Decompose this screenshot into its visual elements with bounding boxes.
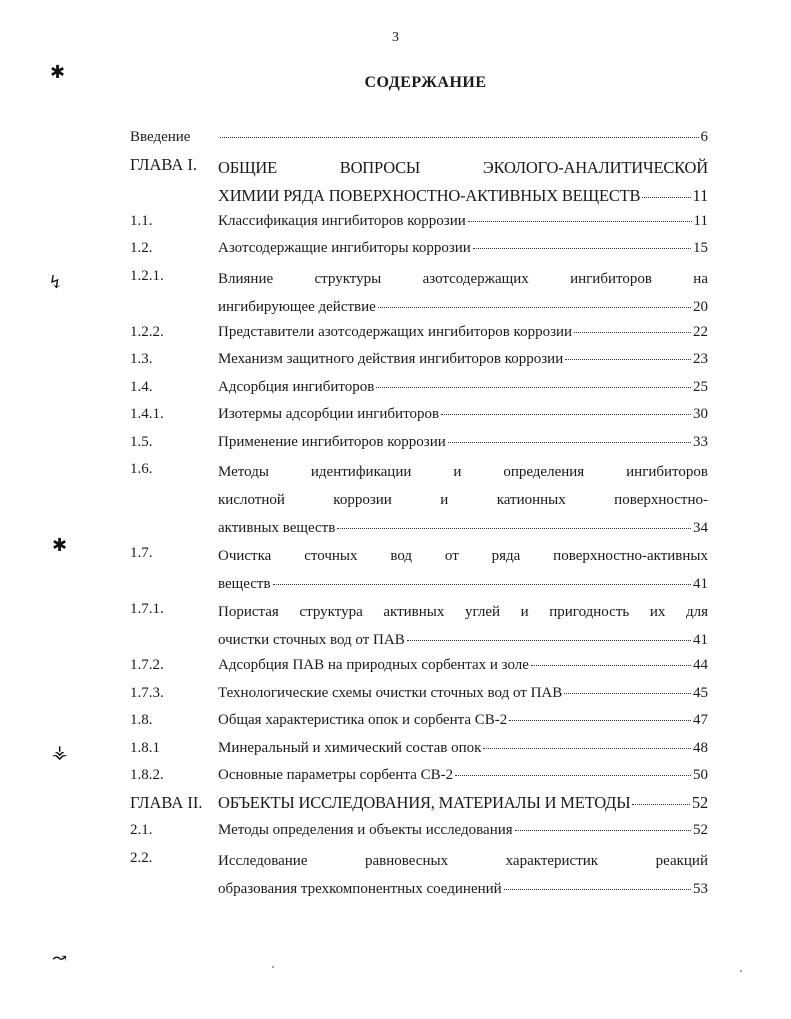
dot-leader [531, 664, 691, 666]
dot-leader [483, 747, 691, 749]
toc-entry-text [218, 458, 708, 542]
toc-entry-leader-line [218, 431, 708, 453]
toc-entry-title: Адсорбция ПАВ на природных сорбентах и золе [218, 657, 529, 673]
dot-leader [574, 331, 691, 333]
toc-entry-title: веществ [218, 576, 271, 592]
dot-leader [448, 441, 691, 443]
toc-entry-leader-line [218, 348, 708, 370]
toc-entry-text [218, 682, 708, 704]
toc-entry-page: 52 [693, 822, 708, 838]
scan-speck [272, 966, 274, 968]
toc-entry-title: Классификация ингибиторов коррозии [218, 212, 466, 229]
toc-entry-title: Технологические схемы очистки сточных вод от ПАВ [218, 684, 563, 701]
toc-entry-page: 20 [693, 298, 708, 315]
toc-entry-leader-line [218, 737, 708, 759]
dot-leader [565, 358, 691, 360]
toc-entry-number: 1.2. [130, 240, 153, 256]
page-number: 3 [392, 30, 399, 45]
toc-entry [130, 348, 708, 370]
toc-entry-page: 41 [693, 632, 708, 648]
toc-entry [130, 458, 708, 542]
toc-entry-leader-line [218, 626, 708, 654]
toc-entry-leader-line [218, 682, 708, 704]
dot-leader [378, 306, 691, 308]
toc-entry-page: 15 [693, 240, 708, 256]
toc-entry [130, 654, 708, 676]
toc-entry [130, 154, 708, 210]
toc-entry-number: 1.7.2. [130, 657, 164, 673]
toc-entry-line: Очистка сточных вод от ряда поверхностно-активных [218, 548, 708, 564]
toc-entry-leader-line [218, 764, 708, 786]
toc-entry [130, 847, 708, 903]
toc-entry-page: 30 [693, 406, 708, 422]
toc-entry-number: Введение [130, 129, 191, 145]
toc-entry [130, 376, 708, 398]
toc-entry-number: 1.7.1. [130, 601, 164, 617]
scan-mark-icon: ↯ [48, 272, 64, 292]
dot-leader [642, 196, 690, 198]
toc-entry-text [218, 847, 708, 903]
toc-entry-number: 1.8. [130, 712, 153, 728]
toc-entry-text [218, 792, 708, 814]
dot-leader [515, 829, 691, 831]
scan-mark-icon: ✱ [50, 62, 66, 82]
toc-entry-text [218, 542, 708, 598]
toc-entry-title: Азотсодержащие ингибиторы коррозии [218, 240, 471, 256]
toc-entry-page: 41 [693, 576, 708, 592]
toc-entry [130, 792, 708, 814]
dot-leader [455, 774, 691, 776]
toc-entry-text [218, 376, 708, 398]
toc-entry [130, 598, 708, 654]
toc-entry [130, 819, 708, 841]
toc-entry-title: Представители азотсодержащих ингибиторов коррозии [218, 323, 573, 340]
toc-entry-text [218, 126, 708, 148]
toc-entry-leader-line [218, 570, 708, 598]
toc-entry-title: Применение ингибиторов коррозии [218, 433, 446, 450]
toc-entry-leader-line [218, 321, 708, 343]
dot-leader [632, 803, 689, 805]
toc-entry [130, 709, 708, 731]
dot-leader [468, 220, 692, 222]
toc-entry-number: 1.5. [130, 433, 153, 450]
scan-mark-icon: ✱ [52, 535, 68, 555]
dot-leader [273, 583, 691, 585]
toc-entry-page: 23 [693, 351, 708, 367]
toc-entry-page: 34 [693, 520, 708, 536]
dot-leader [564, 692, 691, 694]
toc-entry-page: 6 [700, 129, 708, 145]
toc-entry-number: 1.7. [130, 545, 153, 561]
toc-entry-text [218, 321, 708, 343]
toc-entry-title: очистки сточных вод от ПАВ [218, 632, 405, 648]
toc-entry-number: ГЛАВА I. [130, 154, 198, 174]
toc-entry-leader-line [218, 237, 708, 259]
toc-entry-text [218, 210, 708, 232]
toc-entry-line: Методы идентификации и определения ингибиторов [218, 464, 708, 480]
toc-entry-page: 50 [693, 767, 708, 783]
toc-entry-page: 44 [693, 657, 708, 673]
toc-entry-number: ГЛАВА II. [130, 792, 203, 812]
toc-entry-leader-line [218, 293, 708, 321]
toc-entry-line: кислотной коррозии и катионных поверхностно- [218, 492, 708, 508]
toc-entry-page: 11 [693, 212, 708, 229]
dot-leader [376, 386, 691, 388]
toc-entry [130, 265, 708, 321]
scan-mark-icon: ⚶ [52, 742, 68, 762]
toc-entry-title: Изотермы адсорбции ингибиторов [218, 406, 440, 422]
toc-entry-text [218, 237, 708, 259]
toc-entry [130, 431, 708, 453]
scan-mark-icon: ↝ [52, 948, 68, 968]
toc-entry-line: ОБЩИЕ ВОПРОСЫ ЭКОЛОГО-АНАЛИТИЧЕСКОЙ [218, 157, 708, 177]
dot-leader [337, 527, 691, 529]
toc-entry [130, 764, 708, 786]
toc-entry-leader-line [218, 210, 708, 232]
toc-entry [130, 737, 708, 759]
toc-entry-leader-line [218, 403, 708, 425]
toc-entry-number: 1.8.2. [130, 767, 164, 783]
toc-entry-text [218, 154, 708, 210]
toc-entry-title: ОБЪЕКТЫ ИССЛЕДОВАНИЯ, МАТЕРИАЛЫ И МЕТОДЫ [218, 792, 631, 812]
toc-entry-number: 1.2.1. [130, 267, 164, 284]
toc-entry-leader-line [218, 514, 708, 542]
toc-entry-number: 1.3. [130, 351, 153, 367]
toc-entry-number: 2.2. [130, 849, 153, 866]
toc-entry-title: Методы определения и объекты исследования [218, 822, 513, 838]
toc-entry [130, 126, 708, 148]
toc-entry-text [218, 431, 708, 453]
dot-leader [407, 639, 691, 641]
toc-entry-title: Общая характеристика опок и сорбента СВ-2 [218, 712, 508, 728]
toc-entry-text [218, 764, 708, 786]
dot-leader [473, 247, 691, 249]
dot-leader [504, 888, 691, 890]
toc-entry-page: 52 [691, 792, 708, 812]
toc-entry-leader-line [218, 376, 708, 398]
dot-leader [509, 719, 691, 721]
toc-entry-title: активных веществ [218, 520, 336, 536]
dot-leader [220, 136, 699, 138]
toc-entry-leader-line [218, 792, 708, 814]
toc-entry [130, 210, 708, 232]
toc-entry-title: Основные параметры сорбента СВ-2 [218, 767, 454, 783]
toc-entry-number: 1.1. [130, 212, 153, 229]
toc-entry-page: 47 [693, 712, 708, 728]
toc-entry-leader-line [218, 819, 708, 841]
toc-entry-text [218, 737, 708, 759]
toc-entry-number: 1.6. [130, 461, 153, 477]
toc-entry-line: Исследование равновесных характеристик реакций [218, 852, 708, 869]
scan-speck [740, 970, 742, 972]
toc-entry-page: 45 [693, 684, 708, 701]
toc-entry-number: 1.2.2. [130, 323, 164, 340]
toc-entry-leader-line [218, 654, 708, 676]
toc-entry-text [218, 265, 708, 321]
toc-entry-title: ХИМИИ РЯДА ПОВЕРХНОСТНО-АКТИВНЫХ ВЕЩЕСТВ [218, 185, 641, 205]
toc-entry-title: Минеральный и химический состав опок [218, 739, 482, 756]
toc-entry-page: 53 [693, 880, 708, 897]
toc-entry-leader-line [218, 875, 708, 903]
toc-entry-page: 33 [693, 433, 708, 450]
toc-entry-page: 48 [693, 739, 708, 756]
toc-entry-text [218, 709, 708, 731]
toc-entry-leader-line [218, 126, 708, 148]
toc-entry-page: 11 [692, 185, 708, 205]
toc-entry-line: Пористая структура активных углей и пригодность их для [218, 604, 708, 620]
toc-entry [130, 542, 708, 598]
toc-entry-leader-line [218, 182, 708, 210]
toc-entry-number: 1.4.1. [130, 406, 164, 422]
toc-entry [130, 321, 708, 343]
toc-entry-title: образования трехкомпонентных соединений [218, 880, 502, 897]
toc-entry-title: ингибирующее действие [218, 298, 376, 315]
toc-entry-number: 1.4. [130, 378, 153, 395]
toc-entry [130, 682, 708, 704]
dot-leader [441, 413, 691, 415]
toc-entry [130, 403, 708, 425]
toc-entry-page: 25 [693, 378, 708, 395]
toc-entry-text [218, 403, 708, 425]
toc-entry-leader-line [218, 709, 708, 731]
page-title: СОДЕРЖАНИЕ [364, 74, 487, 91]
toc-entry-title: Механизм защитного действия ингибиторов коррозии [218, 351, 564, 367]
toc-entry [130, 237, 708, 259]
toc-entry-page: 22 [693, 323, 708, 340]
toc-entry-text [218, 819, 708, 841]
toc-entry-number: 1.8.1 [130, 739, 160, 756]
toc-entry-title: Адсорбция ингибиторов [218, 378, 375, 395]
toc-entry-text [218, 598, 708, 654]
toc-entry-text [218, 348, 708, 370]
toc-entry-number: 1.7.3. [130, 684, 164, 701]
toc-entry-text [218, 654, 708, 676]
toc-entry-line: Влияние структуры азотсодержащих ингибиторов на [218, 270, 708, 287]
toc-entry-number: 2.1. [130, 822, 153, 838]
